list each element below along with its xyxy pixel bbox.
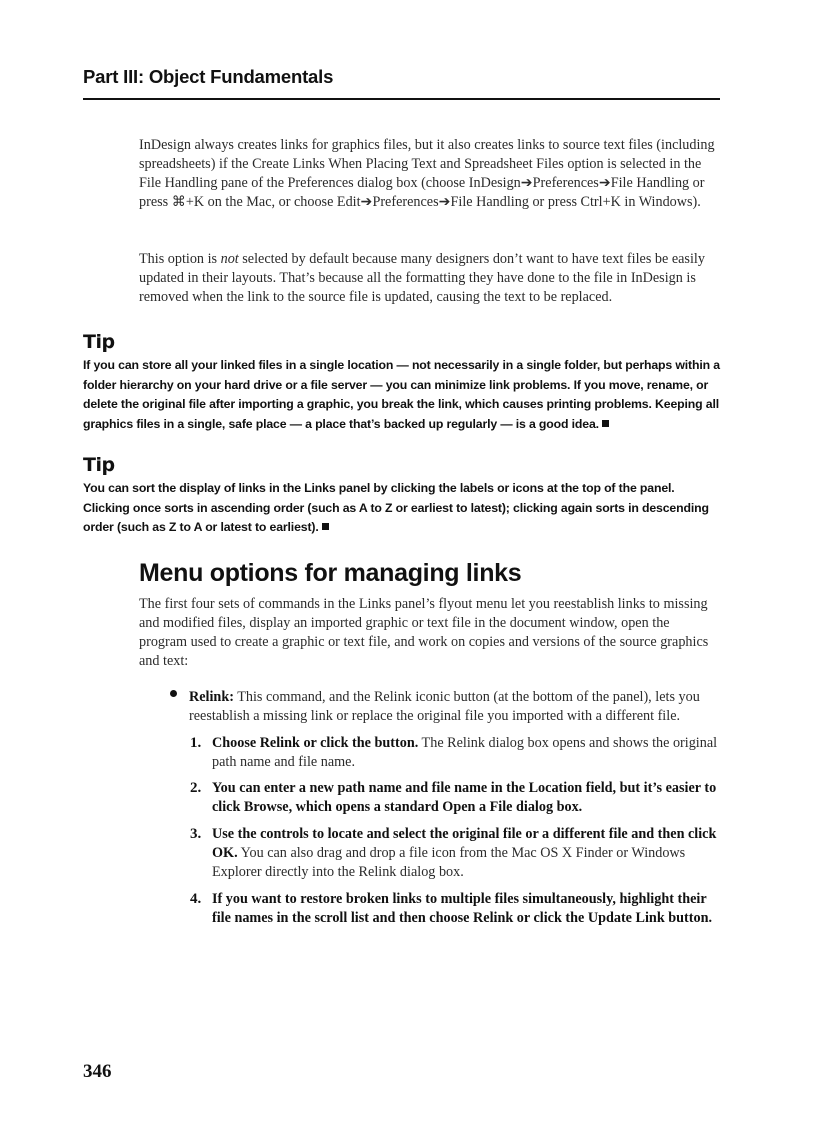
- step-bold: Choose Relink or click the button.: [212, 735, 419, 751]
- bullet-lead: Relink:: [189, 689, 234, 705]
- header-rule: [83, 98, 720, 100]
- step-2: [190, 779, 720, 817]
- step-bold: You can enter a new path name and file name in the Location field, but it’s easier to click Browse, which opens a standard Open a File dialog box.: [212, 780, 717, 815]
- step-number: 4.: [190, 891, 202, 907]
- tip-heading-1: Tip: [83, 331, 115, 353]
- tip-body-2: [83, 479, 723, 538]
- tip-body-2-text: You can sort the display of links in the Links panel by clicking the labels or icons at the top of the panel. Clicking once sorts in ascending order (such as A to Z or earliest to latest); clicking again sorts in descending order (such as Z to A or latest to earliest).: [83, 481, 709, 534]
- step-bold: If you want to restore broken links to multiple files simultaneously, highlight their file names in the scroll list and then choose Relink or click the Update Link button.: [212, 891, 713, 926]
- step-number: 3.: [190, 826, 202, 842]
- step-text: You can also drag and drop a file icon from the Mac OS X Finder or Windows Explorer directly into the Relink dialog box.: [212, 845, 686, 880]
- running-header: Part III: Object Fundamentals: [83, 66, 334, 87]
- step-1: [190, 734, 720, 772]
- tip-heading-2: Tip: [83, 454, 115, 476]
- intro-paragraph-2: [139, 250, 719, 307]
- end-square-icon: [602, 420, 609, 427]
- step-number: 1.: [190, 735, 202, 751]
- bullet-icon: [170, 690, 177, 697]
- intro-p2-emphasis: not: [220, 251, 239, 267]
- end-square-icon: [322, 523, 329, 530]
- step-3: [190, 825, 720, 882]
- intro-p2-end: selected by default because many designers don’t want to have text files be easily updated in their layouts. That’s because all the formatting they have done to the file in InDesign is removed when the link to the source file is updated, causing the text to be replaced.: [139, 251, 705, 305]
- tip-body-1-text: If you can store all your linked files in a single location — not necessarily in a single folder, but perhaps within a folder hierarchy on your hard drive or a file server — you can minimize link problems. If you move, rename, or delete the original file after importing a graphic, you break the link, which causes printing problems. Keeping all graphics files in a single, safe place — a place that’s backed up regularly — is a good idea.: [83, 358, 720, 431]
- tip-body-1: [83, 356, 723, 434]
- page-number: 346: [83, 1061, 112, 1082]
- bullet-text: This command, and the Relink iconic button (at the bottom of the panel), lets you reestablish a missing link or replace the original file you imported with a different file.: [189, 689, 700, 724]
- section-heading: Menu options for managing links: [139, 559, 522, 587]
- step-text: The Relink dialog box opens and shows the original path name and file name.: [212, 735, 718, 770]
- section-intro: The first four sets of commands in the Links panel’s flyout menu let you reestablish links to missing and modified files, display an imported graphic or text file in the document window, open the program used to create a graphic or text file, and work on copies and versions of the source graphics and text:: [139, 596, 709, 669]
- step-4: [190, 890, 720, 928]
- intro-paragraph-1: InDesign always creates links for graphics files, but it also creates links to source text files (including spreadsheets) if the Create Links When Placing Text and Spreadsheet Files option is selected in the File Handling pane of the Preferences dialog box (choose InDesign➔Preferences➔File Handling or press ⌘+K on the Mac, or choose Edit➔Preferences➔File Handling or press Ctrl+K in Windows).: [139, 137, 715, 210]
- step-bold: Use the controls to locate and select the original file or a different file and then click OK.: [212, 826, 717, 861]
- step-number: 2.: [190, 780, 202, 796]
- intro-p2-start: This option is: [139, 251, 221, 267]
- bullet-item-relink: [189, 688, 721, 726]
